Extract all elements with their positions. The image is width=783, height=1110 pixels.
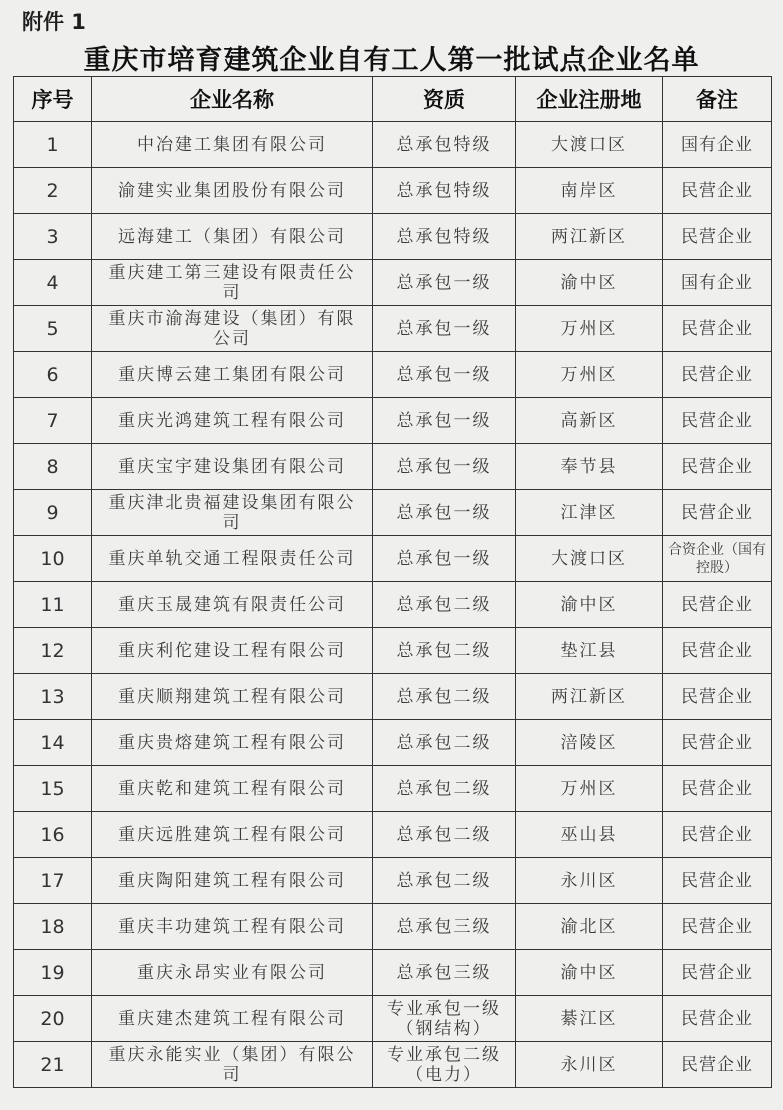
- cell-enterprise-name: 重庆单轨交通工程限责任公司: [92, 536, 373, 582]
- cell-note: 民营企业: [663, 490, 772, 536]
- cell-enterprise-name: 重庆市渝海建设（集团）有限公司: [92, 306, 373, 352]
- cell-qualification: 总承包二级: [373, 628, 516, 674]
- cell-location: 永川区: [516, 858, 663, 904]
- cell-enterprise-name: 重庆光鸿建筑工程有限公司: [92, 398, 373, 444]
- cell-no: 17: [14, 858, 92, 904]
- cell-location: 两江新区: [516, 674, 663, 720]
- cell-no: 14: [14, 720, 92, 766]
- table-row: [14, 720, 772, 766]
- cell-enterprise-name: 重庆宝宇建设集团有限公司: [92, 444, 373, 490]
- table-row: [14, 766, 772, 812]
- cell-note: 民营企业: [663, 398, 772, 444]
- cell-enterprise-name: 重庆远胜建筑工程有限公司: [92, 812, 373, 858]
- cell-no: 11: [14, 582, 92, 628]
- cell-enterprise-name: 远海建工（集团）有限公司: [92, 214, 373, 260]
- cell-location: 万州区: [516, 306, 663, 352]
- cell-no: 1: [14, 122, 92, 168]
- header-no: 序号: [14, 77, 92, 122]
- cell-location: 奉节县: [516, 444, 663, 490]
- cell-enterprise-name: 重庆利佗建设工程有限公司: [92, 628, 373, 674]
- table-row: [14, 858, 772, 904]
- cell-qualification: 总承包一级: [373, 444, 516, 490]
- cell-note: 国有企业: [663, 122, 772, 168]
- cell-qualification: 总承包一级: [373, 536, 516, 582]
- table-row: [14, 168, 772, 214]
- cell-qualification: 总承包三级: [373, 904, 516, 950]
- table-row: [14, 1042, 772, 1088]
- cell-location: 高新区: [516, 398, 663, 444]
- cell-qualification: 总承包一级: [373, 352, 516, 398]
- cell-note: 民营企业: [663, 352, 772, 398]
- cell-enterprise-name: 重庆乾和建筑工程有限公司: [92, 766, 373, 812]
- table-row: [14, 536, 772, 582]
- table-row: [14, 214, 772, 260]
- header-name: 企业名称: [92, 77, 373, 122]
- cell-qualification: 总承包一级: [373, 490, 516, 536]
- cell-location: 江津区: [516, 490, 663, 536]
- cell-qualification: 总承包二级: [373, 858, 516, 904]
- cell-qualification: 总承包特级: [373, 122, 516, 168]
- cell-no: 9: [14, 490, 92, 536]
- table-row: [14, 812, 772, 858]
- cell-enterprise-name: 渝建实业集团股份有限公司: [92, 168, 373, 214]
- cell-qualification: 总承包一级: [373, 398, 516, 444]
- cell-note: 民营企业: [663, 1042, 772, 1088]
- table-row: [14, 582, 772, 628]
- cell-enterprise-name: 重庆津北贵福建设集团有限公司: [92, 490, 373, 536]
- cell-location: 两江新区: [516, 214, 663, 260]
- cell-enterprise-name: 重庆永能实业（集团）有限公司: [92, 1042, 373, 1088]
- cell-no: 4: [14, 260, 92, 306]
- cell-note: 民营企业: [663, 444, 772, 490]
- cell-qualification: 专业承包二级（电力）: [373, 1042, 516, 1088]
- cell-location: 渝中区: [516, 950, 663, 996]
- cell-qualification: 总承包二级: [373, 812, 516, 858]
- cell-qualification: 总承包二级: [373, 674, 516, 720]
- cell-enterprise-name: 重庆博云建工集团有限公司: [92, 352, 373, 398]
- cell-location: 渝中区: [516, 260, 663, 306]
- cell-no: 10: [14, 536, 92, 582]
- cell-location: 渝北区: [516, 904, 663, 950]
- cell-no: 16: [14, 812, 92, 858]
- cell-no: 15: [14, 766, 92, 812]
- cell-qualification: 总承包一级: [373, 260, 516, 306]
- table-row: [14, 398, 772, 444]
- cell-enterprise-name: 重庆丰功建筑工程有限公司: [92, 904, 373, 950]
- header-location: 企业注册地: [516, 77, 663, 122]
- cell-no: 2: [14, 168, 92, 214]
- cell-qualification: 总承包二级: [373, 766, 516, 812]
- cell-location: 綦江区: [516, 996, 663, 1042]
- cell-qualification: 总承包三级: [373, 950, 516, 996]
- cell-qualification: 专业承包一级（钢结构）: [373, 996, 516, 1042]
- table-row: [14, 996, 772, 1042]
- cell-note: 国有企业: [663, 260, 772, 306]
- cell-enterprise-name: 重庆陶阳建筑工程有限公司: [92, 858, 373, 904]
- cell-no: 20: [14, 996, 92, 1042]
- cell-no: 21: [14, 1042, 92, 1088]
- cell-qualification: 总承包二级: [373, 582, 516, 628]
- cell-no: 19: [14, 950, 92, 996]
- attachment-label: 附件 1: [22, 10, 86, 34]
- table-row: [14, 122, 772, 168]
- cell-location: 渝中区: [516, 582, 663, 628]
- cell-note: 民营企业: [663, 674, 772, 720]
- table-row: [14, 352, 772, 398]
- cell-location: 南岸区: [516, 168, 663, 214]
- cell-location: 大渡口区: [516, 536, 663, 582]
- cell-note: 民营企业: [663, 628, 772, 674]
- cell-note: 民营企业: [663, 766, 772, 812]
- cell-note: 民营企业: [663, 306, 772, 352]
- page-title: 重庆市培育建筑企业自有工人第一批试点企业名单: [83, 45, 700, 76]
- cell-no: 18: [14, 904, 92, 950]
- cell-note: 民营企业: [663, 950, 772, 996]
- header-note: 备注: [663, 77, 772, 122]
- cell-note: 民营企业: [663, 168, 772, 214]
- table-row: [14, 674, 772, 720]
- cell-note: 民营企业: [663, 582, 772, 628]
- cell-location: 垫江县: [516, 628, 663, 674]
- table-row: [14, 904, 772, 950]
- cell-enterprise-name: 重庆顺翔建筑工程有限公司: [92, 674, 373, 720]
- cell-location: 万州区: [516, 352, 663, 398]
- cell-enterprise-name: 重庆贵熔建筑工程有限公司: [92, 720, 373, 766]
- cell-location: 涪陵区: [516, 720, 663, 766]
- cell-enterprise-name: 重庆建杰建筑工程有限公司: [92, 996, 373, 1042]
- cell-qualification: 总承包二级: [373, 720, 516, 766]
- cell-no: 3: [14, 214, 92, 260]
- cell-no: 7: [14, 398, 92, 444]
- cell-enterprise-name: 中冶建工集团有限公司: [92, 122, 373, 168]
- cell-location: 永川区: [516, 1042, 663, 1088]
- cell-note: 民营企业: [663, 904, 772, 950]
- cell-qualification: 总承包一级: [373, 306, 516, 352]
- cell-qualification: 总承包特级: [373, 214, 516, 260]
- cell-note: 民营企业: [663, 720, 772, 766]
- cell-no: 5: [14, 306, 92, 352]
- cell-location: 万州区: [516, 766, 663, 812]
- cell-enterprise-name: 重庆永昂实业有限公司: [92, 950, 373, 996]
- table-row: [14, 260, 772, 306]
- cell-enterprise-name: 重庆建工第三建设有限责任公司: [92, 260, 373, 306]
- cell-enterprise-name: 重庆玉晟建筑有限责任公司: [92, 582, 373, 628]
- cell-note: 民营企业: [663, 996, 772, 1042]
- cell-note: 民营企业: [663, 214, 772, 260]
- table-row: [14, 950, 772, 996]
- header-qualification: 资质: [373, 77, 516, 122]
- table-row: [14, 490, 772, 536]
- cell-location: 大渡口区: [516, 122, 663, 168]
- enterprise-table: [13, 76, 772, 1088]
- table-row: [14, 444, 772, 490]
- cell-qualification: 总承包特级: [373, 168, 516, 214]
- cell-note: 民营企业: [663, 858, 772, 904]
- table-row: [14, 628, 772, 674]
- cell-no: 6: [14, 352, 92, 398]
- table-row: [14, 306, 772, 352]
- table-header-row: [14, 77, 772, 122]
- cell-no: 13: [14, 674, 92, 720]
- cell-note: 合资企业（国有控股）: [663, 536, 772, 582]
- cell-no: 8: [14, 444, 92, 490]
- cell-note: 民营企业: [663, 812, 772, 858]
- table-body: [14, 122, 772, 1088]
- cell-location: 巫山县: [516, 812, 663, 858]
- cell-no: 12: [14, 628, 92, 674]
